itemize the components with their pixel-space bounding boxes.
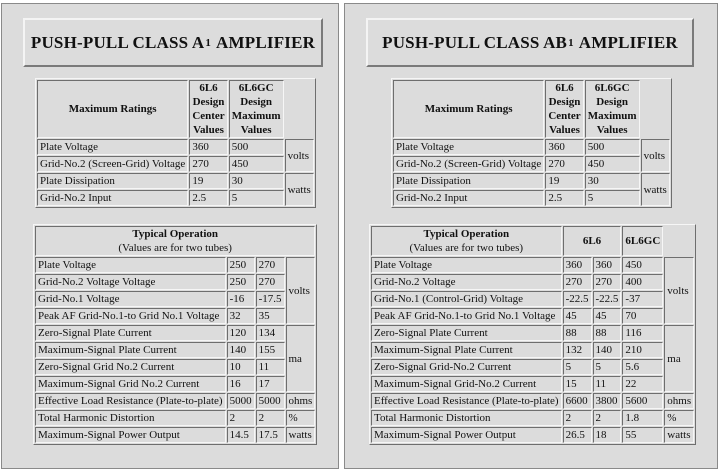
value-cell: 500 bbox=[585, 139, 640, 155]
col-6l6gc-header: 6L6GC Design Maximum Values bbox=[229, 80, 284, 138]
value-cell: 5.6 bbox=[622, 359, 663, 375]
value-cell: 270 bbox=[593, 274, 622, 290]
value-cell: 70 bbox=[622, 308, 663, 324]
table-row bbox=[35, 376, 315, 392]
table-row bbox=[35, 393, 315, 409]
class-ab1-max-ratings-table bbox=[391, 78, 672, 208]
value-cell: 55 bbox=[622, 427, 663, 443]
table-row bbox=[35, 291, 315, 307]
value-cell: 17 bbox=[256, 376, 285, 392]
class-ab1-typical-operation-table bbox=[369, 224, 696, 445]
table-row bbox=[371, 393, 694, 409]
table-row bbox=[35, 274, 315, 290]
row-label: Maximum-Signal Power Output bbox=[35, 427, 226, 443]
value-cell: 270 bbox=[256, 257, 285, 273]
row-label: Effective Load Resistance (Plate-to-plate) bbox=[371, 393, 562, 409]
row-label: Maximum-Signal Plate Current bbox=[371, 342, 562, 358]
unit-spacer bbox=[664, 226, 694, 256]
col-6l6gc-header: 6L6GC Design Maximum Values bbox=[585, 80, 640, 138]
value-cell: 30 bbox=[585, 173, 640, 189]
table-row bbox=[37, 156, 314, 172]
value-cell: 5 bbox=[229, 190, 284, 206]
table-row bbox=[371, 410, 694, 426]
value-cell: 5600 bbox=[622, 393, 663, 409]
unit-cell: watts bbox=[286, 427, 316, 443]
value-cell: -16 bbox=[227, 291, 255, 307]
row-label: Plate Dissipation bbox=[393, 173, 544, 189]
value-cell: 2 bbox=[256, 410, 285, 426]
unit-cell: volts bbox=[286, 257, 316, 324]
row-label: Zero-Signal Plate Current bbox=[371, 325, 562, 341]
row-label: Maximum-Signal Grid No.2 Current bbox=[35, 376, 226, 392]
table-row bbox=[371, 226, 694, 256]
value-cell: 270 bbox=[545, 156, 583, 172]
unit-cell: ohms bbox=[664, 393, 694, 409]
value-cell: 10 bbox=[227, 359, 255, 375]
row-label: Zero-Signal Grid No.2 Current bbox=[35, 359, 226, 375]
row-label: Grid-No.1 (Control-Grid) Voltage bbox=[371, 291, 562, 307]
value-cell: 11 bbox=[256, 359, 285, 375]
class-a1-title-sub: 1 bbox=[205, 36, 212, 49]
class-a1-panel bbox=[1, 3, 339, 469]
value-cell: 2 bbox=[563, 410, 592, 426]
table-row bbox=[35, 342, 315, 358]
table-row bbox=[393, 80, 670, 138]
class-ab1-title-sub: 1 bbox=[568, 36, 574, 49]
class-a1-max-ratings-table bbox=[35, 78, 316, 208]
row-label: Maximum-Signal Power Output bbox=[371, 427, 562, 443]
class-ab1-title-main: PUSH-PULL CLASS AB bbox=[382, 32, 568, 52]
class-ab1-panel bbox=[344, 3, 718, 469]
row-label: Grid-No.1 Voltage bbox=[35, 291, 226, 307]
table-row bbox=[35, 325, 315, 341]
row-label: Effective Load Resistance (Plate-to-plate) bbox=[35, 393, 226, 409]
row-label: Plate Voltage bbox=[35, 257, 226, 273]
table-row bbox=[393, 173, 670, 189]
unit-cell: ohms bbox=[286, 393, 316, 409]
table-row bbox=[371, 427, 694, 443]
class-a1-typical-operation-table bbox=[33, 224, 317, 445]
col-6l6-header: 6L6 Design Center Values bbox=[545, 80, 583, 138]
value-cell: 2 bbox=[227, 410, 255, 426]
value-cell: 1.8 bbox=[622, 410, 663, 426]
value-cell: 120 bbox=[227, 325, 255, 341]
value-cell: 5 bbox=[585, 190, 640, 206]
value-cell: 19 bbox=[189, 173, 227, 189]
value-cell: 5000 bbox=[227, 393, 255, 409]
table-row bbox=[393, 156, 670, 172]
value-cell: 134 bbox=[256, 325, 285, 341]
row-label: Maximum-Signal Plate Current bbox=[35, 342, 226, 358]
table-row bbox=[371, 257, 694, 273]
unit-cell: watts bbox=[664, 427, 694, 443]
value-cell: 35 bbox=[256, 308, 285, 324]
table-row bbox=[35, 410, 315, 426]
table-row bbox=[35, 257, 315, 273]
unit-cell: ma bbox=[286, 325, 316, 392]
value-cell: 155 bbox=[256, 342, 285, 358]
unit-cell: watts bbox=[641, 173, 670, 206]
value-cell: 140 bbox=[227, 342, 255, 358]
table-row bbox=[35, 427, 315, 443]
max-ratings-header: Maximum Ratings bbox=[393, 80, 544, 138]
row-label: Maximum-Signal Grid-No.2 Current bbox=[371, 376, 562, 392]
unit-spacer bbox=[285, 80, 314, 138]
value-cell: 116 bbox=[622, 325, 663, 341]
value-cell: 270 bbox=[563, 274, 592, 290]
value-cell: 30 bbox=[229, 173, 284, 189]
table-row bbox=[393, 190, 670, 206]
class-a1-title-end: AMPLIFIER bbox=[216, 32, 316, 52]
value-cell: 360 bbox=[593, 257, 622, 273]
value-cell: 18 bbox=[593, 427, 622, 443]
value-cell: 270 bbox=[189, 156, 227, 172]
row-label: Grid-No.2 Input bbox=[393, 190, 544, 206]
value-cell: 450 bbox=[229, 156, 284, 172]
value-cell: 19 bbox=[545, 173, 583, 189]
value-cell: 11 bbox=[593, 376, 622, 392]
col-6l6-header: 6L6 bbox=[563, 226, 622, 256]
value-cell: 450 bbox=[622, 257, 663, 273]
table-row bbox=[371, 308, 694, 324]
value-cell: 16 bbox=[227, 376, 255, 392]
row-label: Peak AF Grid-No.1-to Grid No.1 Voltage bbox=[371, 308, 562, 324]
value-cell: 26.5 bbox=[563, 427, 592, 443]
table-row bbox=[371, 274, 694, 290]
row-label: Peak AF Grid-No.1-to Grid No.1 Voltage bbox=[35, 308, 226, 324]
value-cell: 32 bbox=[227, 308, 255, 324]
table-row bbox=[35, 308, 315, 324]
value-cell: 88 bbox=[563, 325, 592, 341]
max-ratings-header: Maximum Ratings bbox=[37, 80, 188, 138]
class-a1-title-main: PUSH-PULL CLASS A bbox=[30, 32, 205, 52]
table-row bbox=[371, 376, 694, 392]
row-label: Grid-No.2 (Screen-Grid) Voltage bbox=[37, 156, 188, 172]
table-row bbox=[35, 359, 315, 375]
value-cell: 2.5 bbox=[189, 190, 227, 206]
value-cell: 88 bbox=[593, 325, 622, 341]
table-row bbox=[37, 80, 314, 138]
unit-cell: ma bbox=[664, 325, 694, 392]
table-row bbox=[371, 342, 694, 358]
value-cell: 500 bbox=[229, 139, 284, 155]
row-label: Grid-No.2 Input bbox=[37, 190, 188, 206]
table-row bbox=[371, 291, 694, 307]
row-label: Grid-No.2 Voltage bbox=[371, 274, 562, 290]
table-row bbox=[37, 173, 314, 189]
value-cell: 400 bbox=[622, 274, 663, 290]
col-6l6-header: 6L6 Design Center Values bbox=[189, 80, 227, 138]
value-cell: 5 bbox=[593, 359, 622, 375]
value-cell: 22 bbox=[622, 376, 663, 392]
col-6l6gc-header: 6L6GC bbox=[622, 226, 663, 256]
value-cell: -17.5 bbox=[256, 291, 285, 307]
row-label: Total Harmonic Distortion bbox=[371, 410, 562, 426]
table-row bbox=[371, 359, 694, 375]
table-row bbox=[393, 139, 670, 155]
value-cell: 250 bbox=[227, 257, 255, 273]
value-cell: 5 bbox=[563, 359, 592, 375]
unit-cell: % bbox=[664, 410, 694, 426]
value-cell: 210 bbox=[622, 342, 663, 358]
table-row bbox=[37, 190, 314, 206]
value-cell: 360 bbox=[545, 139, 583, 155]
value-cell: 17.5 bbox=[256, 427, 285, 443]
row-label: Zero-Signal Plate Current bbox=[35, 325, 226, 341]
row-label: Zero-Signal Grid-No.2 Current bbox=[371, 359, 562, 375]
value-cell: 15 bbox=[563, 376, 592, 392]
value-cell: -37 bbox=[622, 291, 663, 307]
class-ab1-title-end: AMPLIFIER bbox=[578, 32, 678, 52]
value-cell: -22.5 bbox=[593, 291, 622, 307]
class-a1-title bbox=[23, 18, 323, 67]
class-ab1-title bbox=[366, 18, 694, 67]
unit-spacer bbox=[641, 80, 670, 138]
value-cell: 132 bbox=[563, 342, 592, 358]
unit-cell: volts bbox=[285, 139, 314, 172]
row-label: Plate Voltage bbox=[371, 257, 562, 273]
row-label: Total Harmonic Distortion bbox=[35, 410, 226, 426]
value-cell: 250 bbox=[227, 274, 255, 290]
value-cell: 360 bbox=[189, 139, 227, 155]
value-cell: 6600 bbox=[563, 393, 592, 409]
value-cell: 140 bbox=[593, 342, 622, 358]
table-row bbox=[37, 139, 314, 155]
value-cell: 450 bbox=[585, 156, 640, 172]
unit-cell: volts bbox=[664, 257, 694, 324]
row-label: Plate Dissipation bbox=[37, 173, 188, 189]
unit-cell: watts bbox=[285, 173, 314, 206]
value-cell: -22.5 bbox=[563, 291, 592, 307]
unit-cell: volts bbox=[641, 139, 670, 172]
row-label: Plate Voltage bbox=[393, 139, 544, 155]
value-cell: 45 bbox=[593, 308, 622, 324]
value-cell: 14.5 bbox=[227, 427, 255, 443]
value-cell: 270 bbox=[256, 274, 285, 290]
value-cell: 360 bbox=[563, 257, 592, 273]
value-cell: 5000 bbox=[256, 393, 285, 409]
typical-operation-header: Typical Operation (Values are for two tubes) bbox=[371, 226, 562, 256]
unit-cell: % bbox=[286, 410, 316, 426]
row-label: Plate Voltage bbox=[37, 139, 188, 155]
row-label: Grid-No.2 Voltage Voltage bbox=[35, 274, 226, 290]
typical-operation-header: Typical Operation (Values are for two tubes) bbox=[35, 226, 315, 256]
value-cell: 2.5 bbox=[545, 190, 583, 206]
value-cell: 3800 bbox=[593, 393, 622, 409]
table-row bbox=[35, 226, 315, 256]
row-label: Grid-No.2 (Screen-Grid) Voltage bbox=[393, 156, 544, 172]
value-cell: 45 bbox=[563, 308, 592, 324]
table-row bbox=[371, 325, 694, 341]
value-cell: 2 bbox=[593, 410, 622, 426]
